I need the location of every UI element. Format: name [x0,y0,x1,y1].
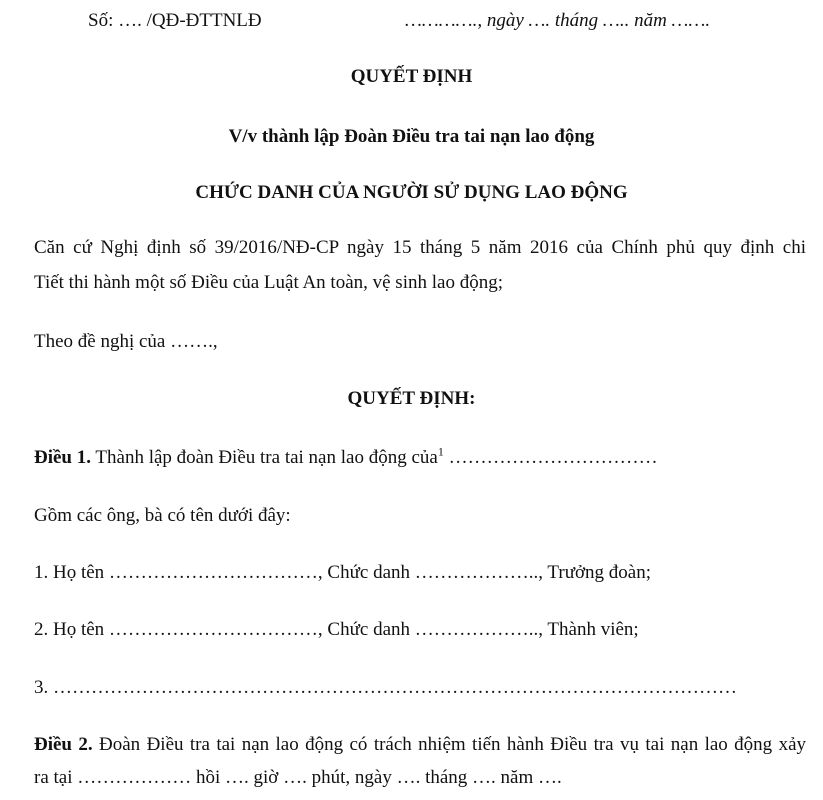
document-title: QUYẾT ĐỊNH [350,66,473,87]
members-intro: Gồm các ông, bà có tên dưới đây: [34,505,291,526]
article-2-label: Điều 2. [34,734,93,755]
date-line: …………., ngày …. tháng ….. năm ……. [405,10,711,31]
legal-basis-line-1: Căn cứ Nghị định số 39/2016/NĐ-CP ngày 15 tháng 5 năm 2016 của Chính phủ quy định chi [34,237,806,258]
proposal-line: Theo đề nghị của ……., [34,331,218,352]
article-2-text: Đoàn Điều tra tai nạn lao động có trách nhiệm tiến hành Điều tra vụ tai nạn lao động xảy [92,734,807,755]
issuing-authority: CHỨC DANH CỦA NGƯỜI SỬ DỤNG LAO ĐỘNG [195,182,628,203]
footnote-marker: 1 [437,444,444,459]
member-row-2: 2. Họ tên ……………………………, Chức danh ……………….., Thành viên; [34,619,639,640]
document-subject: V/v thành lập Đoàn Điều tra tai nạn lao động [228,126,595,147]
document-number: Số: …. /QĐ-ĐTTNLĐ [88,10,262,31]
article-1-label: Điều 1. [34,447,91,468]
decision-heading: QUYẾT ĐỊNH: [347,388,476,409]
article-2-line-1 [34,733,806,757]
member-row-3: 3. ……………………………………………………………………………………………… [34,677,737,698]
member-row-1: 1. Họ tên ……………………………, Chức danh ……………….., Trưởng đoàn; [34,562,651,583]
article-1-blank: …………………………… [443,447,658,468]
legal-basis-line-2: Tiết thi hành một số Điều của Luật An toàn, vệ sinh lao động; [34,272,503,293]
article-1-text: Thành lập đoàn Điều tra tai nạn lao động của [91,447,438,468]
article-2-line-2: ra tại ……………… hồi …. giờ …. phút, ngày …. tháng …. năm …. [34,767,562,788]
article-1 [34,446,658,470]
